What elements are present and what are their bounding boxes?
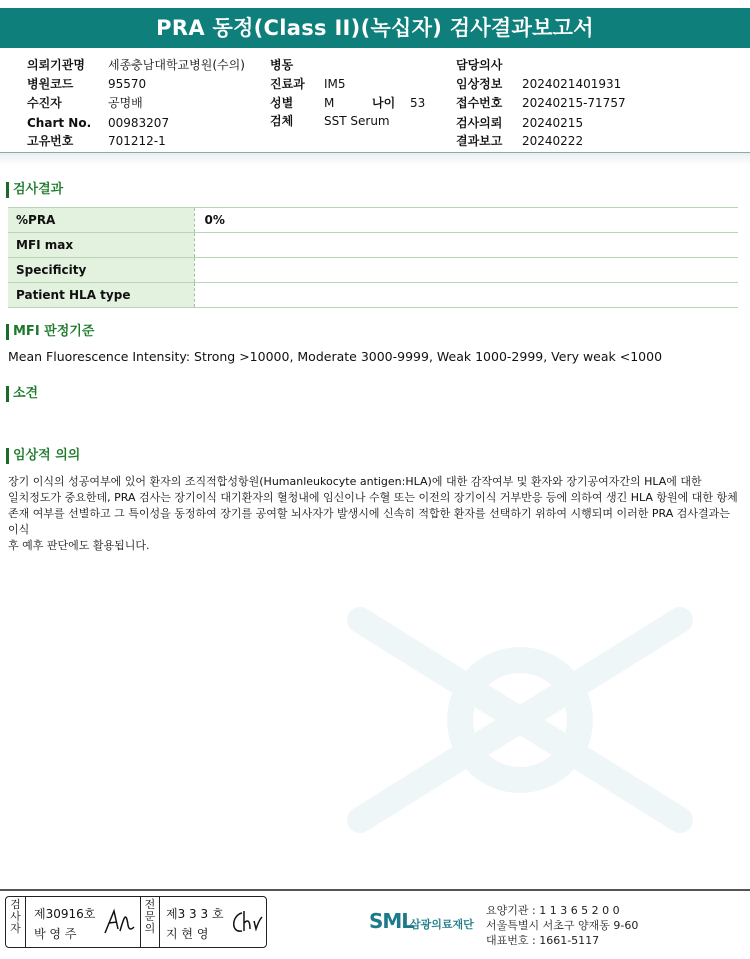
signature-box [5, 896, 267, 948]
request-value: 20240215 [522, 116, 584, 130]
clinical-line: 후 예후 판단에도 활용됩니다. [8, 539, 150, 552]
clinical-info-label: 임상정보 [456, 77, 503, 91]
result-key: %PRA [8, 208, 194, 233]
report-date-value: 20240222 [522, 134, 584, 148]
chart-label: Chart No. [27, 116, 92, 130]
report-title: PRA 동정(Class II)(녹십자) 검사결과보고서 [0, 8, 750, 48]
examiner-label: 검사자 [6, 897, 26, 947]
clinical-section-title: 임상적 의의 [6, 447, 80, 465]
org-phone: 대표번호 : 1661-5117 [486, 934, 600, 947]
examiner-name: 박 영 주 [34, 927, 77, 941]
unique-value: 701212-1 [108, 134, 166, 148]
examiner-no: 제30916호 [34, 907, 96, 921]
clinical-significance-text [8, 474, 738, 554]
result-key: Specificity [8, 258, 194, 283]
care-institution: 요양기관 : 1 1 3 6 5 2 0 0 [486, 904, 620, 917]
dept-value: IM5 [324, 77, 346, 91]
results-table [8, 207, 738, 308]
org-logo-text: SML [369, 909, 414, 933]
clinical-line: 일치정도가 중요한데, PRA 검사는 장기이식 대기환자의 혈청내에 임신이나 수혈 또는 이전의 장기이식 거부반응 등에 의하여 생긴 HLA 항원에 대한 항체 [8, 491, 738, 504]
result-value [194, 233, 738, 258]
specialist-label: 전문의 [140, 897, 160, 947]
patient-label: 수진자 [27, 96, 62, 110]
result-key: MFI max [8, 233, 194, 258]
hospital-code-value: 95570 [108, 77, 147, 91]
specialist-name: 지 현 영 [166, 927, 209, 941]
sex-label: 성별 [270, 96, 294, 110]
age-label: 나이 [372, 96, 396, 110]
specimen-value: SST Serum [324, 114, 390, 128]
patient-value: 공명배 [108, 96, 143, 110]
opinion-section-title: 소견 [6, 385, 38, 403]
hospital-code-label: 병원코드 [27, 77, 74, 91]
clinical-info-value: 2024021401931 [522, 77, 622, 91]
ward-label: 병동 [270, 58, 294, 72]
request-label: 검사의뢰 [456, 116, 503, 130]
clinical-line: 장기 이식의 성공여부에 있어 환자의 조직적합성항원(Humanleukocyte antigen:HLA)에 대한 감작여부 및 환자와 장기공여자간의 HLA에 대한 [8, 475, 702, 488]
age-value: 53 [410, 96, 426, 110]
report-date-label: 결과보고 [456, 134, 503, 148]
table-row [8, 258, 738, 283]
examiner-signature-icon [102, 907, 136, 937]
result-value: 0% [194, 208, 738, 233]
sex-value: M [324, 96, 335, 110]
result-value [194, 258, 738, 283]
org-name: 삼광의료재단 [410, 918, 474, 931]
table-row [8, 208, 738, 233]
watermark-graphic [300, 560, 740, 880]
results-section-title: 검사결과 [6, 181, 63, 199]
table-row [8, 283, 738, 308]
receipt-value: 20240215-71757 [522, 96, 626, 110]
org-address: 서울특별시 서초구 양재동 9-60 [486, 919, 639, 932]
mfi-criteria-text: Mean Fluorescence Intensity: Strong >10000, Moderate 3000-9999, Weak 1000-2999, Very weak <1000 [8, 349, 663, 364]
specimen-label: 검체 [270, 114, 294, 128]
unique-label: 고유번호 [27, 134, 74, 148]
dept-label: 진료과 [270, 77, 305, 91]
result-value [194, 283, 738, 308]
table-row [8, 233, 738, 258]
header-divider-shade [0, 153, 750, 165]
footer-divider [0, 889, 750, 891]
chart-value: 00983207 [108, 116, 170, 130]
institution-value: 세종충남대학교병원(수의) [108, 58, 245, 72]
clinical-line: 존재 여부를 선별하고 그 특이성을 동정하여 장기를 공여할 뇌사자가 발생시에 신속히 적합한 환자를 선택하기 위하여 시행되며 이러한 PRA 검사결과는 이식 [8, 507, 730, 536]
institution-label: 의뢰기관명 [27, 58, 85, 72]
patient-info [0, 56, 750, 152]
org-info [486, 903, 638, 948]
specialist-no: 제3 3 3 호 [166, 907, 224, 921]
receipt-label: 접수번호 [456, 96, 503, 110]
mfi-section-title: MFI 판정기준 [6, 323, 94, 341]
specialist-signature-icon [228, 907, 264, 937]
doctor-label: 담당의사 [456, 58, 503, 72]
result-key: Patient HLA type [8, 283, 194, 308]
